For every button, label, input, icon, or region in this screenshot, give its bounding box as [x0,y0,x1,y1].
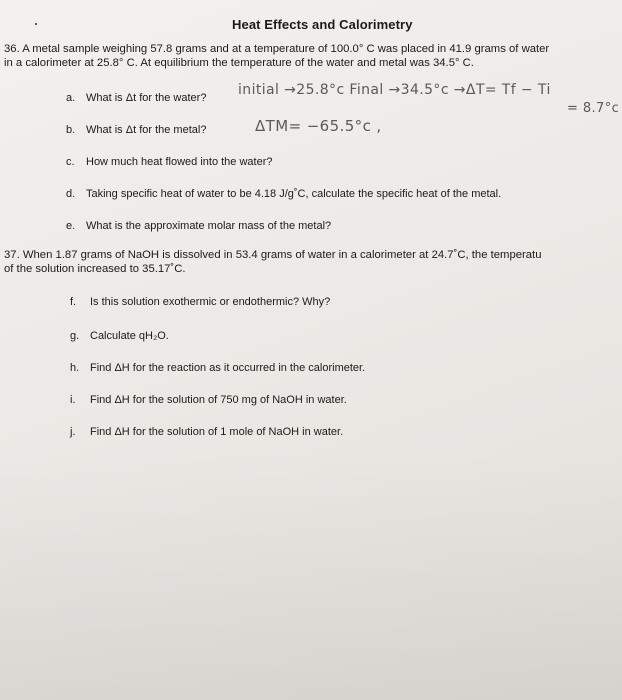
problem-37-line-1: 37. When 1.87 grams of NaOH is dissolved in 53.4 grams of water in a calorimeter at 24.7˚C, the temperatu [4,249,542,261]
paper-shadow [0,450,622,700]
question-f [70,296,330,308]
question-a [66,92,206,104]
question-letter: g. [70,330,80,342]
question-text: Is this solution exothermic or endothermic? Why? [90,296,331,308]
question-g [70,330,169,342]
handwritten-answer-a-result: = 8.7°c [567,101,620,116]
question-i [70,394,347,406]
question-b [66,124,206,136]
question-letter: d. [66,188,76,200]
question-d [66,188,501,200]
page-title: Heat Effects and Calorimetry [232,17,413,32]
question-text: Find ΔH for the reaction as it occurred in the calorimeter. [90,362,366,374]
stray-mark [35,23,37,25]
question-letter: e. [66,220,76,232]
question-letter: j. [70,426,76,438]
question-text: What is the approximate molar mass of the metal? [86,220,332,232]
handwritten-answer-b: ΔTM= −65.5°c , [255,117,382,135]
question-j [70,426,343,438]
question-text: Find ΔH for the solution of 750 mg of NaOH in water. [90,394,347,406]
question-h [70,362,365,374]
question-letter: i. [70,394,76,406]
question-text: Find ΔH for the solution of 1 mole of NaOH in water. [90,426,344,438]
problem-36-line-1: 36. A metal sample weighing 57.8 grams and at a temperature of 100.0° C was placed in 41.9 grams of water [4,43,550,55]
question-letter: a. [66,92,76,104]
question-text: What is Δt for the metal? [86,124,207,136]
question-letter: h. [70,362,80,374]
handwritten-answer-a: initial →25.8°c Final →34.5°c →ΔT= Tf − Ti [238,82,551,98]
question-text: Calculate qH₂O. [90,330,169,342]
question-text: How much heat flowed into the water? [86,156,273,168]
question-c [66,156,273,168]
question-letter: f. [70,296,77,308]
question-text: Taking specific heat of water to be 4.18 J/g˚C, calculate the specific heat of the metal. [86,188,502,200]
question-letter: b. [66,124,76,136]
question-letter: c. [66,156,75,168]
question-text: What is Δt for the water? [86,92,207,104]
problem-37-line-2: of the solution increased to 35.17˚C. [4,263,186,275]
question-e [66,220,331,232]
problem-36-line-2: in a calorimeter at 25.8° C. At equilibrium the temperature of the water and metal was 34.5° C. [4,57,474,69]
